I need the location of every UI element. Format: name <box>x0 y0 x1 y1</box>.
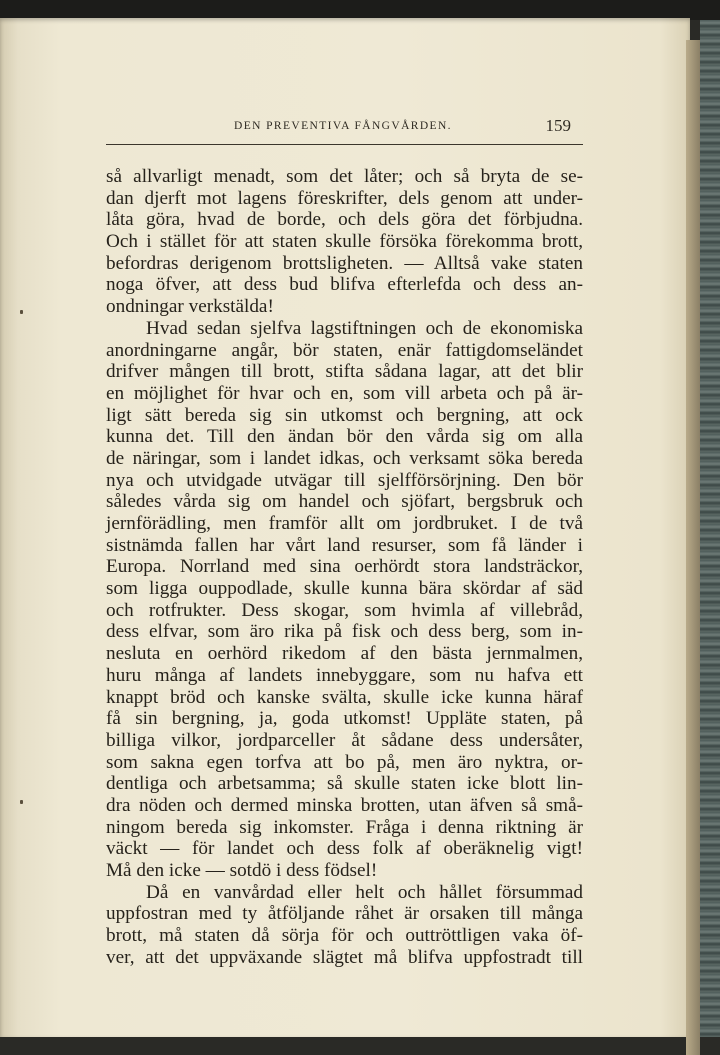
text-line: ver, att det uppväxande slägtet må blifva uppfostradt till <box>106 946 583 968</box>
text-line: knappt bröd och kanske svälta, skulle icke kunna häraf <box>106 686 583 708</box>
scan-right-edge <box>700 20 720 1037</box>
margin-speck <box>20 800 23 804</box>
text-line: billiga vilkor, jordparceller åt sådane dess undersåter, <box>106 729 583 751</box>
text-line: en möjlighet för hvar och en, som vill arbeta och på är- <box>106 382 583 404</box>
text-line: uppfostran med ty åtföljande råhet är orsaken till många <box>106 903 583 925</box>
text-line: dan djerft mot lagens föreskrifter, dels genom att under- <box>106 187 583 209</box>
page-number: 159 <box>545 116 571 135</box>
text-line: få sin bergning, ja, goda utkomst! Uppläte staten, på <box>106 708 583 730</box>
text-line: ningom bereda sig inkomster. Fråga i denna riktning är <box>106 816 583 838</box>
scan-top-band <box>0 0 720 20</box>
text-line: således vårda sig om handel och sjöfart, bergsbruk och <box>106 491 583 513</box>
text-line: som ligga ouppodlade, skulle kunna bära skördar af säd <box>106 578 583 600</box>
text-line: jernförädling, men framför allt om jordbruket. I de två <box>106 513 583 534</box>
header-rule <box>106 144 583 145</box>
text-line: Europa. Norrland med sina oerhördt stora landsträckor, <box>106 556 583 578</box>
text-line: som sakna egen torfva att bo på, men äro nyktra, or- <box>106 751 583 773</box>
margin-speck <box>20 310 23 314</box>
text-line: Hvad sedan sjelfva lagstiftningen och de ekonomiska <box>146 317 583 339</box>
text-line: huru många af landets innebyggare, som nu hafva ett <box>106 664 583 686</box>
text-line: dra nöden och dermed minska brotten, utan äfven så små- <box>106 794 583 816</box>
running-header <box>106 104 583 144</box>
text-line: sistnämda fallen har vårt land resurser, som få länder i <box>106 534 583 556</box>
text-line: anordningarne angår, bör staten, enär fattigdomseländet <box>106 339 583 361</box>
text-line: väckt — för landet och dess folk af oberäknelig vigt! <box>106 838 583 860</box>
page-fore-edge <box>686 40 700 1055</box>
text-line: dentliga och arbetsamma; så skulle staten icke blott lin- <box>106 773 583 795</box>
running-title: DEN PREVENTIVA FÅNGVÅRDEN. <box>234 120 452 132</box>
text-line: ondningar verkstälda! <box>106 296 274 318</box>
text-line: Då en vanvårdad eller helt och hållet försummad <box>146 881 583 903</box>
body-text <box>106 166 583 968</box>
text-line: ligt sätt bereda sig sin utkomst och bergning, att ock <box>106 404 583 426</box>
text-line: de näringar, som i landet idkas, och verksamt söka bereda <box>106 447 583 469</box>
text-line: nesluta en oerhörd rikedom af den bästa jernmalmen, <box>106 643 583 665</box>
text-line: och rotfrukter. Dess skogar, som hvimla af villebråd, <box>106 599 583 621</box>
text-line: Och i stället för att staten skulle försöka förekomma brott, <box>106 231 583 253</box>
text-line: så allvarligt menadt, som det låter; och så bryta de se- <box>106 166 583 187</box>
text-line: brott, må staten då sörja för och outtröttligen vaka öf- <box>106 925 583 947</box>
text-line: nya och utvidgade utvägar till sjelfförsörjning. Den bör <box>106 469 583 491</box>
text-line: dess elfvar, som äro rika på fisk och dess berg, som in- <box>106 621 583 643</box>
text-line: drifver mången till brott, stifta sådana lagar, att det blir <box>106 361 583 383</box>
text-line: låta göra, hvad de borde, och dels göra det förbjudna. <box>106 209 583 231</box>
text-line: noga öfver, att dess bud blifva efterlefda och dess an- <box>106 274 583 296</box>
text-line: kunna det. Till den ändan bör den vårda sig om alla <box>106 426 583 448</box>
text-line: Må den icke — sotdö i dess födsel! <box>106 860 378 881</box>
text-line: befordras derigenom brottsligheten. — Alltså vake staten <box>106 252 583 274</box>
